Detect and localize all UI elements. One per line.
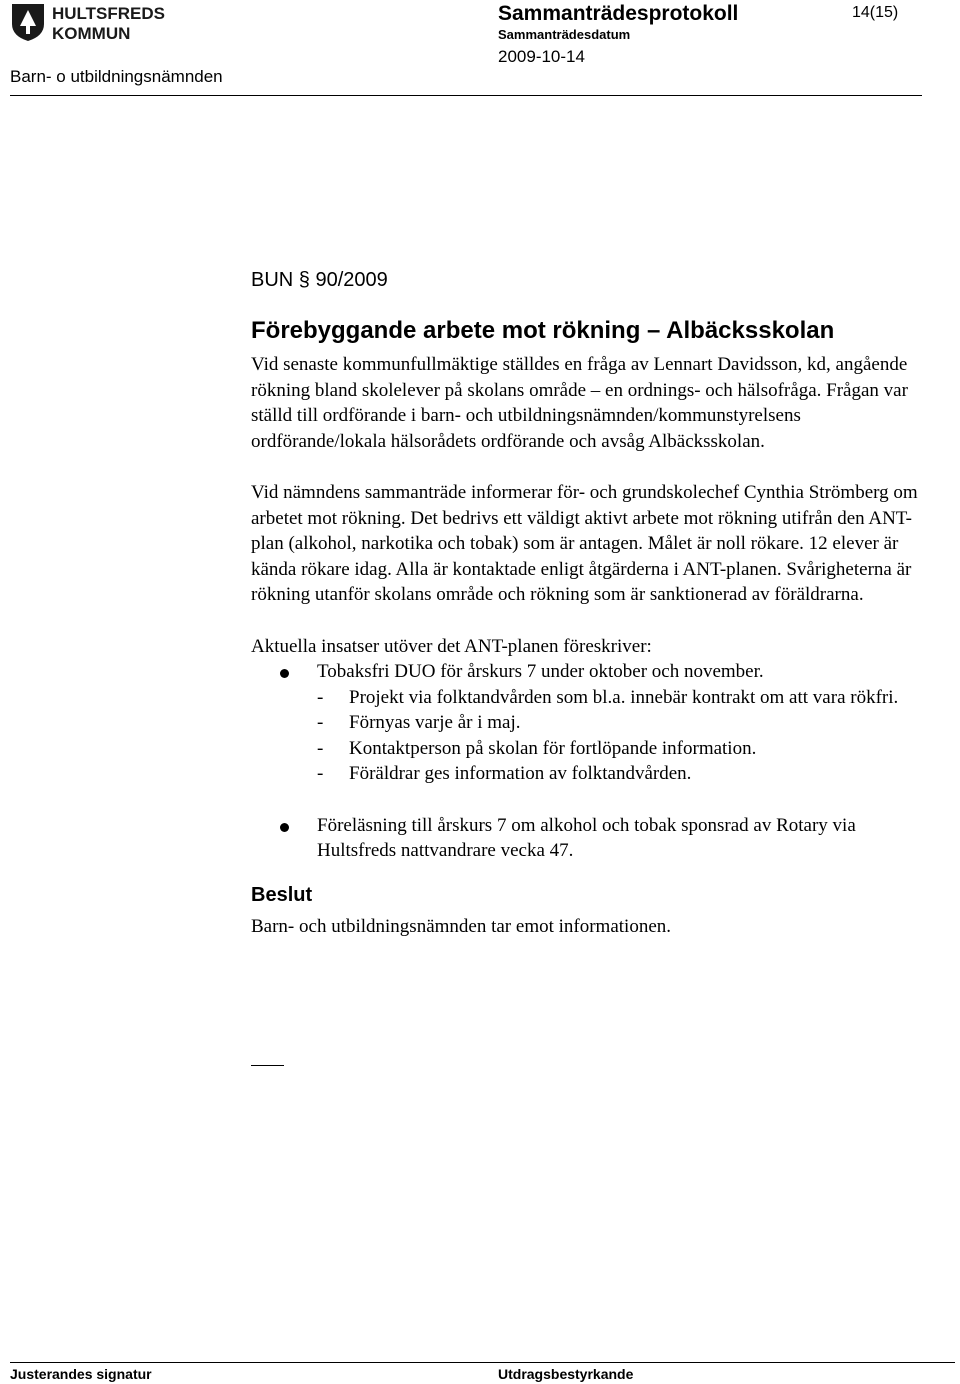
coat-of-arms-icon [10,2,190,42]
department-name: Barn- o utbildningsnämnden [10,67,223,86]
paragraph-information: Vid nämndens sammanträde informerar för- och grundskolechef Cynthia Strömberg om arbetet mot rökning. Det bedrivs ett väldigt aktivt arbete mot rökning utifrån den ANT-plan (alkohol, narkotika och tobak) som är antagen. Målet är noll rökare. 12 elever är kända rökare idag. Alla är kontaktade enligt åtgärderna i ANT-planen. Svårigheterna är rökning utanför skolans område och rökning som är sanktionerad av föräldrarna. [251,482,918,605]
sub-list-item [251,685,931,711]
section-symbol: § [298,269,310,291]
logo-text-line2: KOMMUN [52,24,131,42]
item-title: Förebyggande arbete mot rökning – Albäcksskolan [251,317,835,344]
dash-marker: - [317,686,324,708]
extract-certification-label: Utdragsbestyrkande [498,1366,634,1382]
sub-item-text: Föräldrar ges information av folktandvården. [349,763,692,784]
meeting-date-value: 2009-10-14 [498,47,585,66]
bullet-icon [280,669,289,678]
sub-list-item [251,710,931,736]
dash-marker: - [317,763,324,784]
footer-divider [10,1362,955,1363]
paragraph-background: Vid senaste kommunfullmäktige ställdes en fråga av Lennart Davidsson, kd, angående rökning bland skolelever på skolans område – en ordnings- och hälsofråga. Frågan var ställd till ordförande i barn- och utbildningsnämnden/kommunstyrelsens ordförande/lokala hälsorådets ordförande och avsåg Albäcksskolan. [251,354,908,452]
dash-marker: - [317,712,324,733]
meeting-date-label: Sammanträdesdatum [498,27,631,42]
decision-text: Barn- och utbildningsnämnden tar emot informationen. [251,915,672,937]
list-item [251,813,931,864]
sub-list-item [251,761,931,787]
header-divider [10,95,922,96]
decision-heading: Beslut [251,883,313,906]
case-number-line [251,268,931,292]
adjuster-signature-label: Justerandes signatur [10,1366,152,1382]
sub-item-text: Kontaktperson på skolan för fortlöpande information. [349,737,757,759]
dash-marker: - [317,737,324,759]
list-intro: Aktuella insatser utöver det ANT-planen föreskriver: [251,635,652,657]
agenda-item [251,268,931,939]
page-number: 14(15) [852,4,899,21]
sub-item-text: Förnyas varje år i maj. [349,712,521,733]
bullet-text: Tobaksfri DUO för årskurs 7 under oktober och november. [317,661,764,682]
sub-list-item [251,736,931,762]
municipality-logo [10,2,190,42]
document-title: Sammanträdesprotokoll [498,2,739,25]
case-number: 90/2009 [315,269,388,291]
case-prefix: BUN [251,269,294,291]
bullet-icon [280,823,289,832]
logo-text-line1: HULTSFREDS [52,4,166,23]
bullet-text: Föreläsning till årskurs 7 om alkohol och tobak sponsrad av Rotary via Hultsfreds nattvandrare vecka 47. [317,814,856,861]
sub-item-text: Projekt via folktandvården som bl.a. innebär kontrakt om att vara rökfri. [349,686,899,708]
end-of-item-rule [251,1065,284,1066]
list-item [251,659,931,685]
